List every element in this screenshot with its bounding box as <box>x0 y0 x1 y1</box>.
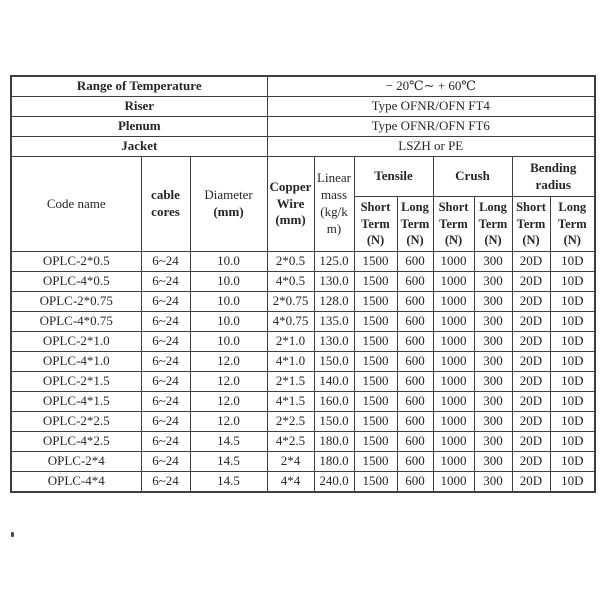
cell-bending-short-term: 20D <box>512 252 550 272</box>
col-header-crush-long-term: Long Term (N) <box>474 197 512 252</box>
cell-tensile-long-term: 600 <box>397 332 433 352</box>
riser-value: Type OFNR/OFN FT4 <box>267 97 595 117</box>
cell-crush-short-term: 1000 <box>433 312 474 332</box>
cell-crush-short-term: 1000 <box>433 292 474 312</box>
cell-copper-wire: 4*2.5 <box>267 432 314 452</box>
group-header-bending-radius: Bending radius <box>512 157 595 197</box>
header-row-groups <box>11 157 595 197</box>
cell-copper-wire: 2*1.0 <box>267 332 314 352</box>
cell-tensile-long-term: 600 <box>397 352 433 372</box>
cell-bending-long-term: 10D <box>550 252 595 272</box>
cell-crush-long-term: 300 <box>474 432 512 452</box>
cell-code-name: OPLC-2*4 <box>11 452 141 472</box>
col-header-diameter <box>190 157 267 252</box>
cell-diameter: 12.0 <box>190 412 267 432</box>
cell-diameter: 10.0 <box>190 272 267 292</box>
cell-linear-mass: 125.0 <box>314 252 354 272</box>
cell-bending-short-term: 20D <box>512 372 550 392</box>
table-row <box>11 292 595 312</box>
cell-tensile-short-term: 1500 <box>354 292 397 312</box>
cell-tensile-short-term: 1500 <box>354 312 397 332</box>
col-header-copper-wire: Copper Wire (mm) <box>267 157 314 252</box>
group-header-crush: Crush <box>433 157 512 197</box>
table-row <box>11 332 595 352</box>
cell-diameter: 14.5 <box>190 452 267 472</box>
cell-crush-short-term: 1000 <box>433 352 474 372</box>
cell-crush-short-term: 1000 <box>433 412 474 432</box>
cell-copper-wire: 4*0.5 <box>267 272 314 292</box>
group-header-tensile: Tensile <box>354 157 433 197</box>
table-row <box>11 392 595 412</box>
cell-bending-long-term: 10D <box>550 352 595 372</box>
info-row-riser <box>11 97 595 117</box>
cell-code-name: OPLC-4*1.5 <box>11 392 141 412</box>
temperature-value: − 20℃∼ + 60℃ <box>267 76 595 97</box>
cell-crush-long-term: 300 <box>474 452 512 472</box>
cell-linear-mass: 240.0 <box>314 472 354 493</box>
riser-label: Riser <box>11 97 267 117</box>
info-section <box>11 76 595 157</box>
col-header-tensile-short-term: Short Term (N) <box>354 197 397 252</box>
cell-tensile-long-term: 600 <box>397 472 433 493</box>
cell-bending-long-term: 10D <box>550 272 595 292</box>
cell-cable-cores: 6~24 <box>141 272 190 292</box>
cell-bending-long-term: 10D <box>550 392 595 412</box>
cell-code-name: OPLC-4*0.75 <box>11 312 141 332</box>
cell-cable-cores: 6~24 <box>141 352 190 372</box>
cell-crush-short-term: 1000 <box>433 472 474 493</box>
cell-copper-wire: 2*1.5 <box>267 372 314 392</box>
table-row <box>11 432 595 452</box>
cell-tensile-short-term: 1500 <box>354 412 397 432</box>
cell-cable-cores: 6~24 <box>141 312 190 332</box>
col-header-code-name: Code name <box>11 157 141 252</box>
cell-bending-short-term: 20D <box>512 392 550 412</box>
col-header-tensile-long-term: Long Term (N) <box>397 197 433 252</box>
cell-diameter: 10.0 <box>190 292 267 312</box>
cell-bending-short-term: 20D <box>512 432 550 452</box>
table-row <box>11 372 595 392</box>
cell-code-name: OPLC-2*1.0 <box>11 332 141 352</box>
header-section <box>11 157 595 252</box>
cell-bending-long-term: 10D <box>550 372 595 392</box>
cell-linear-mass: 150.0 <box>314 412 354 432</box>
cell-cable-cores: 6~24 <box>141 472 190 493</box>
diameter-unit-text: (mm) <box>213 204 244 219</box>
cell-code-name: OPLC-4*4 <box>11 472 141 493</box>
cell-cable-cores: 6~24 <box>141 432 190 452</box>
col-header-crush-short-term: Short Term (N) <box>433 197 474 252</box>
cell-linear-mass: 135.0 <box>314 312 354 332</box>
temperature-label: Range of Temperature <box>11 76 267 97</box>
cell-copper-wire: 4*1.0 <box>267 352 314 372</box>
cell-tensile-long-term: 600 <box>397 432 433 452</box>
cell-bending-long-term: 10D <box>550 312 595 332</box>
cell-crush-long-term: 300 <box>474 412 512 432</box>
cell-linear-mass: 140.0 <box>314 372 354 392</box>
cell-tensile-short-term: 1500 <box>354 352 397 372</box>
cell-crush-long-term: 300 <box>474 332 512 352</box>
cell-tensile-short-term: 1500 <box>354 392 397 412</box>
info-row-temperature <box>11 76 595 97</box>
cell-linear-mass: 180.0 <box>314 432 354 452</box>
cell-crush-long-term: 300 <box>474 292 512 312</box>
cell-cable-cores: 6~24 <box>141 372 190 392</box>
cell-bending-long-term: 10D <box>550 412 595 432</box>
table-row <box>11 412 595 432</box>
col-header-linear-mass: Linear mass (kg/km) <box>314 157 354 252</box>
cell-cable-cores: 6~24 <box>141 392 190 412</box>
cell-linear-mass: 160.0 <box>314 392 354 412</box>
cell-linear-mass: 150.0 <box>314 352 354 372</box>
cell-bending-short-term: 20D <box>512 272 550 292</box>
cell-diameter: 10.0 <box>190 332 267 352</box>
cell-tensile-long-term: 600 <box>397 452 433 472</box>
cell-bending-short-term: 20D <box>512 312 550 332</box>
cell-code-name: OPLC-2*1.5 <box>11 372 141 392</box>
cell-copper-wire: 4*1.5 <box>267 392 314 412</box>
jacket-label: Jacket <box>11 137 267 157</box>
table-row <box>11 272 595 292</box>
cell-crush-long-term: 300 <box>474 392 512 412</box>
cell-bending-long-term: 10D <box>550 292 595 312</box>
table-row <box>11 472 595 493</box>
cell-bending-short-term: 20D <box>512 452 550 472</box>
cell-tensile-long-term: 600 <box>397 292 433 312</box>
cell-bending-long-term: 10D <box>550 472 595 493</box>
cell-tensile-short-term: 1500 <box>354 452 397 472</box>
cell-diameter: 14.5 <box>190 432 267 452</box>
diameter-name-text: Diameter <box>204 187 253 203</box>
cell-bending-short-term: 20D <box>512 472 550 493</box>
cell-crush-long-term: 300 <box>474 352 512 372</box>
info-row-plenum <box>11 117 595 137</box>
cell-diameter: 12.0 <box>190 392 267 412</box>
col-header-bending-long-term: Long Term (N) <box>550 197 595 252</box>
cell-cable-cores: 6~24 <box>141 252 190 272</box>
cell-code-name: OPLC-4*2.5 <box>11 432 141 452</box>
cell-code-name: OPLC-2*0.5 <box>11 252 141 272</box>
cell-code-name: OPLC-2*2.5 <box>11 412 141 432</box>
col-header-cable-cores: cable cores <box>141 157 190 252</box>
table-row <box>11 452 595 472</box>
cell-diameter: 12.0 <box>190 352 267 372</box>
cell-diameter: 10.0 <box>190 312 267 332</box>
cell-crush-short-term: 1000 <box>433 432 474 452</box>
cable-spec-table <box>10 75 596 493</box>
plenum-label: Plenum <box>11 117 267 137</box>
cell-diameter: 12.0 <box>190 372 267 392</box>
cell-crush-short-term: 1000 <box>433 332 474 352</box>
cell-crush-short-term: 1000 <box>433 272 474 292</box>
cell-crush-long-term: 300 <box>474 372 512 392</box>
cell-crush-short-term: 1000 <box>433 252 474 272</box>
cell-tensile-long-term: 600 <box>397 392 433 412</box>
cell-crush-long-term: 300 <box>474 312 512 332</box>
cell-linear-mass: 130.0 <box>314 332 354 352</box>
cell-bending-long-term: 10D <box>550 432 595 452</box>
cell-crush-short-term: 1000 <box>433 392 474 412</box>
cell-tensile-short-term: 1500 <box>354 472 397 493</box>
cell-tensile-short-term: 1500 <box>354 372 397 392</box>
cell-linear-mass: 130.0 <box>314 272 354 292</box>
cell-bending-short-term: 20D <box>512 412 550 432</box>
cell-cable-cores: 6~24 <box>141 452 190 472</box>
cell-linear-mass: 180.0 <box>314 452 354 472</box>
cell-crush-long-term: 300 <box>474 472 512 493</box>
cell-bending-short-term: 20D <box>512 352 550 372</box>
cell-copper-wire: 2*0.5 <box>267 252 314 272</box>
table-row <box>11 252 595 272</box>
cell-copper-wire: 4*0.75 <box>267 312 314 332</box>
cell-copper-wire: 4*4 <box>267 472 314 493</box>
scan-artifact-dot <box>11 532 14 537</box>
table-row <box>11 352 595 372</box>
cell-cable-cores: 6~24 <box>141 332 190 352</box>
cell-bending-long-term: 10D <box>550 332 595 352</box>
cell-copper-wire: 2*4 <box>267 452 314 472</box>
cell-copper-wire: 2*2.5 <box>267 412 314 432</box>
cell-code-name: OPLC-4*1.0 <box>11 352 141 372</box>
spec-table-body <box>11 252 595 493</box>
cell-copper-wire: 2*0.75 <box>267 292 314 312</box>
cell-crush-short-term: 1000 <box>433 452 474 472</box>
cell-bending-short-term: 20D <box>512 292 550 312</box>
cell-code-name: OPLC-2*0.75 <box>11 292 141 312</box>
cell-tensile-short-term: 1500 <box>354 332 397 352</box>
plenum-value: Type OFNR/OFN FT6 <box>267 117 595 137</box>
cell-linear-mass: 128.0 <box>314 292 354 312</box>
table-row <box>11 312 595 332</box>
jacket-value: LSZH or PE <box>267 137 595 157</box>
info-row-jacket <box>11 137 595 157</box>
cell-crush-long-term: 300 <box>474 272 512 292</box>
cell-tensile-long-term: 600 <box>397 412 433 432</box>
cell-tensile-short-term: 1500 <box>354 252 397 272</box>
cell-tensile-short-term: 1500 <box>354 432 397 452</box>
cell-bending-long-term: 10D <box>550 452 595 472</box>
cell-crush-long-term: 300 <box>474 252 512 272</box>
cell-cable-cores: 6~24 <box>141 412 190 432</box>
cell-tensile-long-term: 600 <box>397 272 433 292</box>
cell-tensile-long-term: 600 <box>397 372 433 392</box>
cell-tensile-short-term: 1500 <box>354 272 397 292</box>
cell-diameter: 10.0 <box>190 252 267 272</box>
cell-crush-short-term: 1000 <box>433 372 474 392</box>
cell-diameter: 14.5 <box>190 472 267 493</box>
cell-tensile-long-term: 600 <box>397 312 433 332</box>
cell-bending-short-term: 20D <box>512 332 550 352</box>
cell-code-name: OPLC-4*0.5 <box>11 272 141 292</box>
cell-cable-cores: 6~24 <box>141 292 190 312</box>
col-header-bending-short-term: Short Term (N) <box>512 197 550 252</box>
cell-tensile-long-term: 600 <box>397 252 433 272</box>
